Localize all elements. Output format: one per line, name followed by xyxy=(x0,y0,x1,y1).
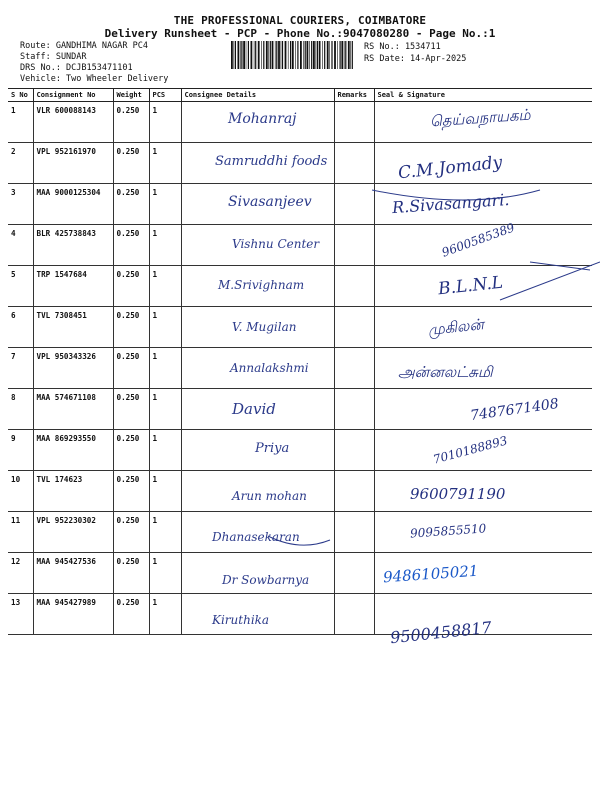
vehicle-label: Vehicle: Two Wheeler Delivery xyxy=(20,74,169,84)
consignment-cell: MAA 9000125304 xyxy=(33,184,113,225)
signature-handwriting: 9095855510 xyxy=(409,521,487,541)
col-sno: S No xyxy=(8,89,33,102)
consignee-handwriting: V. Mugilan xyxy=(232,319,297,334)
signature-handwriting: முகிலன் xyxy=(427,314,485,339)
drs-label: DRS No.: DCJB153471101 xyxy=(20,63,133,73)
pcs-cell: 1 xyxy=(149,225,181,266)
col-weight: Weight xyxy=(113,89,149,102)
pcs-cell: 1 xyxy=(149,430,181,471)
consignment-cell: TVL 174623 xyxy=(33,471,113,512)
consignee-handwriting: Samruddhi foods xyxy=(215,154,328,170)
consignee-handwriting: M.Srivighnam xyxy=(218,278,305,293)
consignee-handwriting: Arun mohan xyxy=(232,488,307,503)
sno-cell: 4 xyxy=(8,225,33,266)
consignment-cell: TRP 1547684 xyxy=(33,266,113,307)
signature-handwriting: 9500458817 xyxy=(389,617,493,647)
pcs-cell: 1 xyxy=(149,102,181,143)
signature-handwriting: 9486105021 xyxy=(382,561,479,587)
signature-handwriting: தெய்வநாயகம் xyxy=(429,105,532,131)
sno-cell: 12 xyxy=(8,553,33,594)
consignee-handwriting: Vishnu Center xyxy=(232,236,320,251)
weight-cell: 0.250 xyxy=(113,430,149,471)
signature-handwriting: R.Sivasangari. xyxy=(391,189,511,217)
consignee-handwriting: Annalakshmi xyxy=(230,360,309,375)
consignment-cell: MAA 945427989 xyxy=(33,594,113,635)
sno-cell: 7 xyxy=(8,348,33,389)
runsheet-subtitle: Delivery Runsheet - PCP - Phone No.:9047080280 - Page No.:1 xyxy=(104,27,496,40)
sno-cell: 2 xyxy=(8,143,33,184)
consignment-cell: TVL 7308451 xyxy=(33,307,113,348)
signature-handwriting: 9600585389 xyxy=(439,220,517,260)
sno-cell: 3 xyxy=(8,184,33,225)
weight-cell: 0.250 xyxy=(113,143,149,184)
sno-cell: 6 xyxy=(8,307,33,348)
col-consignee: Consignee Details xyxy=(181,89,334,102)
pcs-cell: 1 xyxy=(149,266,181,307)
consignment-cell: BLR 425738843 xyxy=(33,225,113,266)
consignment-cell: VPL 950343326 xyxy=(33,348,113,389)
sno-cell: 9 xyxy=(8,430,33,471)
weight-cell: 0.250 xyxy=(113,307,149,348)
signature-handwriting: C.M.Jomady xyxy=(397,152,504,184)
rs-date: RS Date: 14-Apr-2025 xyxy=(364,54,467,64)
route-label: Route: GANDHIMA NAGAR PC4 xyxy=(20,41,148,51)
pcs-cell: 1 xyxy=(149,348,181,389)
pcs-cell: 1 xyxy=(149,307,181,348)
weight-cell: 0.250 xyxy=(113,102,149,143)
weight-cell: 0.250 xyxy=(113,266,149,307)
signature-handwriting: 7487671408 xyxy=(469,395,560,425)
consignment-cell: MAA 574671108 xyxy=(33,389,113,430)
pcs-cell: 1 xyxy=(149,389,181,430)
consignee-handwriting: Dr Sowbarnya xyxy=(222,573,310,588)
col-consignment: Consignment No xyxy=(33,89,113,102)
weight-cell: 0.250 xyxy=(113,348,149,389)
consignee-handwriting: Sivasanjeev xyxy=(228,193,312,210)
weight-cell: 0.250 xyxy=(113,389,149,430)
weight-cell: 0.250 xyxy=(113,184,149,225)
weight-cell: 0.250 xyxy=(113,471,149,512)
pcs-cell: 1 xyxy=(149,553,181,594)
col-remarks: Remarks xyxy=(334,89,374,102)
pcs-cell: 1 xyxy=(149,594,181,635)
sno-cell: 10 xyxy=(8,471,33,512)
signature-handwriting: 7010188893 xyxy=(431,433,509,468)
weight-cell: 0.250 xyxy=(113,512,149,553)
signature-handwriting: அன்னலட்சுமி xyxy=(398,362,493,381)
pcs-cell: 1 xyxy=(149,184,181,225)
consignment-cell: VLR 600088143 xyxy=(33,102,113,143)
staff-label: Staff: SUNDAR xyxy=(20,52,87,62)
consignee-handwriting: Kiruthika xyxy=(212,612,270,627)
signature-handwriting: B.L.N.L xyxy=(437,272,504,300)
consignment-cell: VPL 952161970 xyxy=(33,143,113,184)
consignment-cell: VPL 952230302 xyxy=(33,512,113,553)
sno-cell: 1 xyxy=(8,102,33,143)
sno-cell: 5 xyxy=(8,266,33,307)
col-seal: Seal & Signature xyxy=(374,89,592,102)
consignment-cell: MAA 869293550 xyxy=(33,430,113,471)
consignment-cell: MAA 945427536 xyxy=(33,553,113,594)
consignee-handwriting: Priya xyxy=(255,441,290,457)
weight-cell: 0.250 xyxy=(113,594,149,635)
rs-number: RS No.: 1534711 xyxy=(364,42,441,52)
weight-cell: 0.250 xyxy=(113,553,149,594)
signature-handwriting: 9600791190 xyxy=(410,484,506,503)
col-pcs: PCS xyxy=(149,89,181,102)
weight-cell: 0.250 xyxy=(113,225,149,266)
consignee-handwriting: Mohanraj xyxy=(228,111,297,127)
company-title: THE PROFESSIONAL COURIERS, COIMBATORE xyxy=(173,14,427,27)
pcs-cell: 1 xyxy=(149,512,181,553)
sno-cell: 13 xyxy=(8,594,33,635)
consignee-handwriting: Dhanasekaran xyxy=(212,530,300,544)
pcs-cell: 1 xyxy=(149,143,181,184)
consignee-handwriting: David xyxy=(232,400,276,419)
sno-cell: 8 xyxy=(8,389,33,430)
pcs-cell: 1 xyxy=(149,471,181,512)
sno-cell: 11 xyxy=(8,512,33,553)
